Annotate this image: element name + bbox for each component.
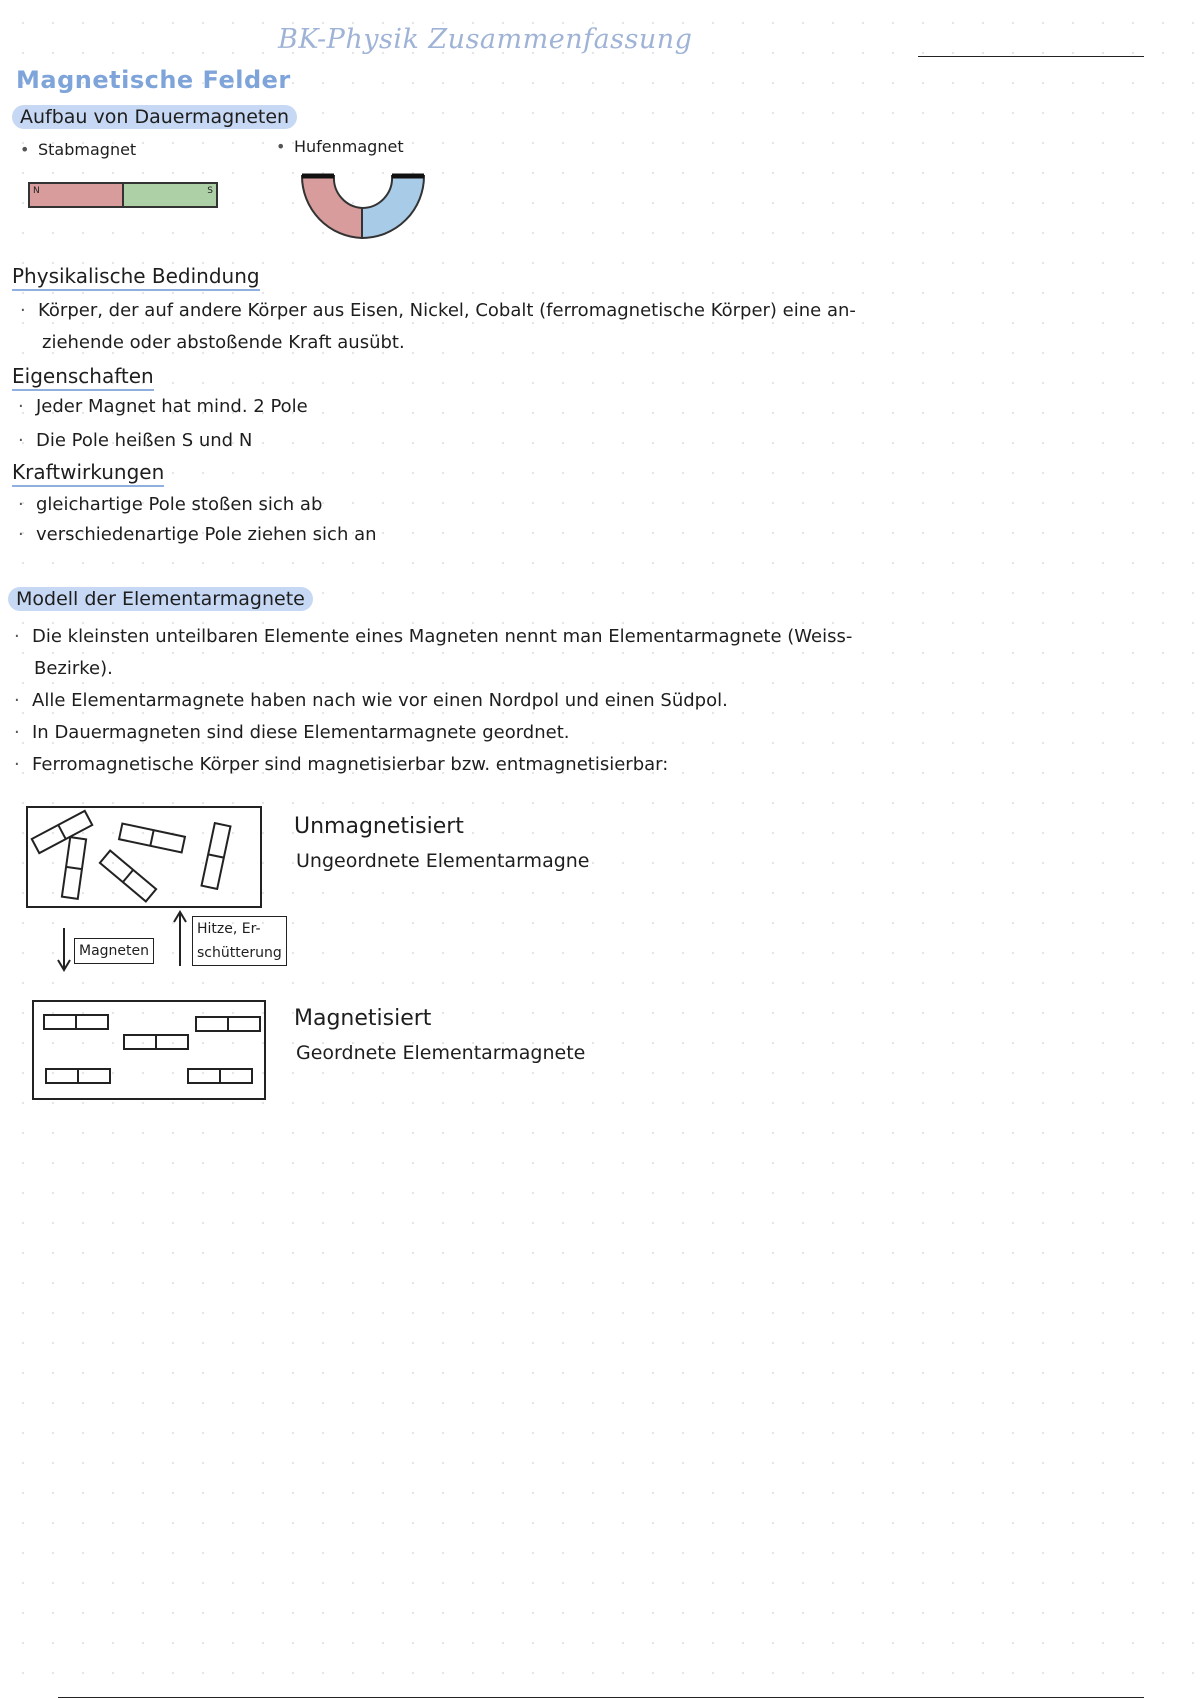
kraftwirkungen-item: · gleichartige Pole stoßen sich ab xyxy=(18,494,323,515)
eigenschaften-item: · Die Pole heißen S und N xyxy=(18,430,253,451)
modell-item: · Ferromagnetische Körper sind magnetisierbar bzw. entmagnetisierbar: xyxy=(14,754,669,775)
stabmagnet-drawing xyxy=(28,182,218,208)
heading-eigenschaften: Eigenschaften xyxy=(12,364,154,391)
stabmagnet-label: • Stabmagnet xyxy=(20,140,137,159)
heading-modell: Modell der Elementarmagnete xyxy=(8,588,313,610)
bedingung-line-2: ziehende oder abstoßende Kraft ausübt. xyxy=(42,332,405,353)
arrow-up-label: Hitze, Er- schütterung xyxy=(192,916,287,966)
modell-item: · In Dauermagneten sind diese Elementarmagnete geordnet. xyxy=(14,722,570,743)
stabmagnet-south-half xyxy=(124,184,216,206)
heading-kraftwirkungen: Kraftwirkungen xyxy=(12,460,164,487)
eigenschaften-item: · Jeder Magnet hat mind. 2 Pole xyxy=(18,396,308,417)
section-title-magnetic: Magnetische Felder xyxy=(16,66,291,94)
unmagnetized-subtitle: Ungeordnete Elementarmagne xyxy=(296,850,590,872)
footer-rule xyxy=(58,1697,1144,1698)
magnetized-subtitle: Geordnete Elementarmagnete xyxy=(296,1042,586,1064)
page-title: BK-Physik Zusammenfassung xyxy=(278,24,693,55)
header-rule xyxy=(918,56,1144,57)
modell-item: · Die kleinsten unteilbaren Elemente eines Magneten nennt man Elementarmagnete (Weiss- xyxy=(14,626,853,647)
magnetized-box xyxy=(32,1000,266,1100)
stabmagnet-pole-n: N xyxy=(33,186,40,196)
heading-aufbau: Aufbau von Dauermagneten xyxy=(12,106,297,128)
magnetized-title: Magnetisiert xyxy=(294,1006,432,1031)
bedingung-line-1: · Körper, der auf andere Körper aus Eisen, Nickel, Cobalt (ferromagnetische Körper) eine an- xyxy=(20,300,856,321)
arrow-down-label: Magneten xyxy=(74,938,154,964)
unmagnetized-box xyxy=(26,806,262,908)
stabmagnet-pole-s: S xyxy=(207,186,213,196)
unmagnetized-title: Unmagnetisiert xyxy=(294,814,464,839)
heading-bedingung: Physikalische Bedindung xyxy=(12,264,260,291)
modell-item-continued: Bezirke). xyxy=(34,658,113,679)
modell-item: · Alle Elementarmagnete haben nach wie vor einen Nordpol und einen Südpol. xyxy=(14,690,728,711)
hufenmagnet-label: • Hufenmagnet xyxy=(276,137,404,156)
kraftwirkungen-item: · verschiedenartige Pole ziehen sich an xyxy=(18,524,377,545)
stabmagnet-north-half xyxy=(30,184,124,206)
